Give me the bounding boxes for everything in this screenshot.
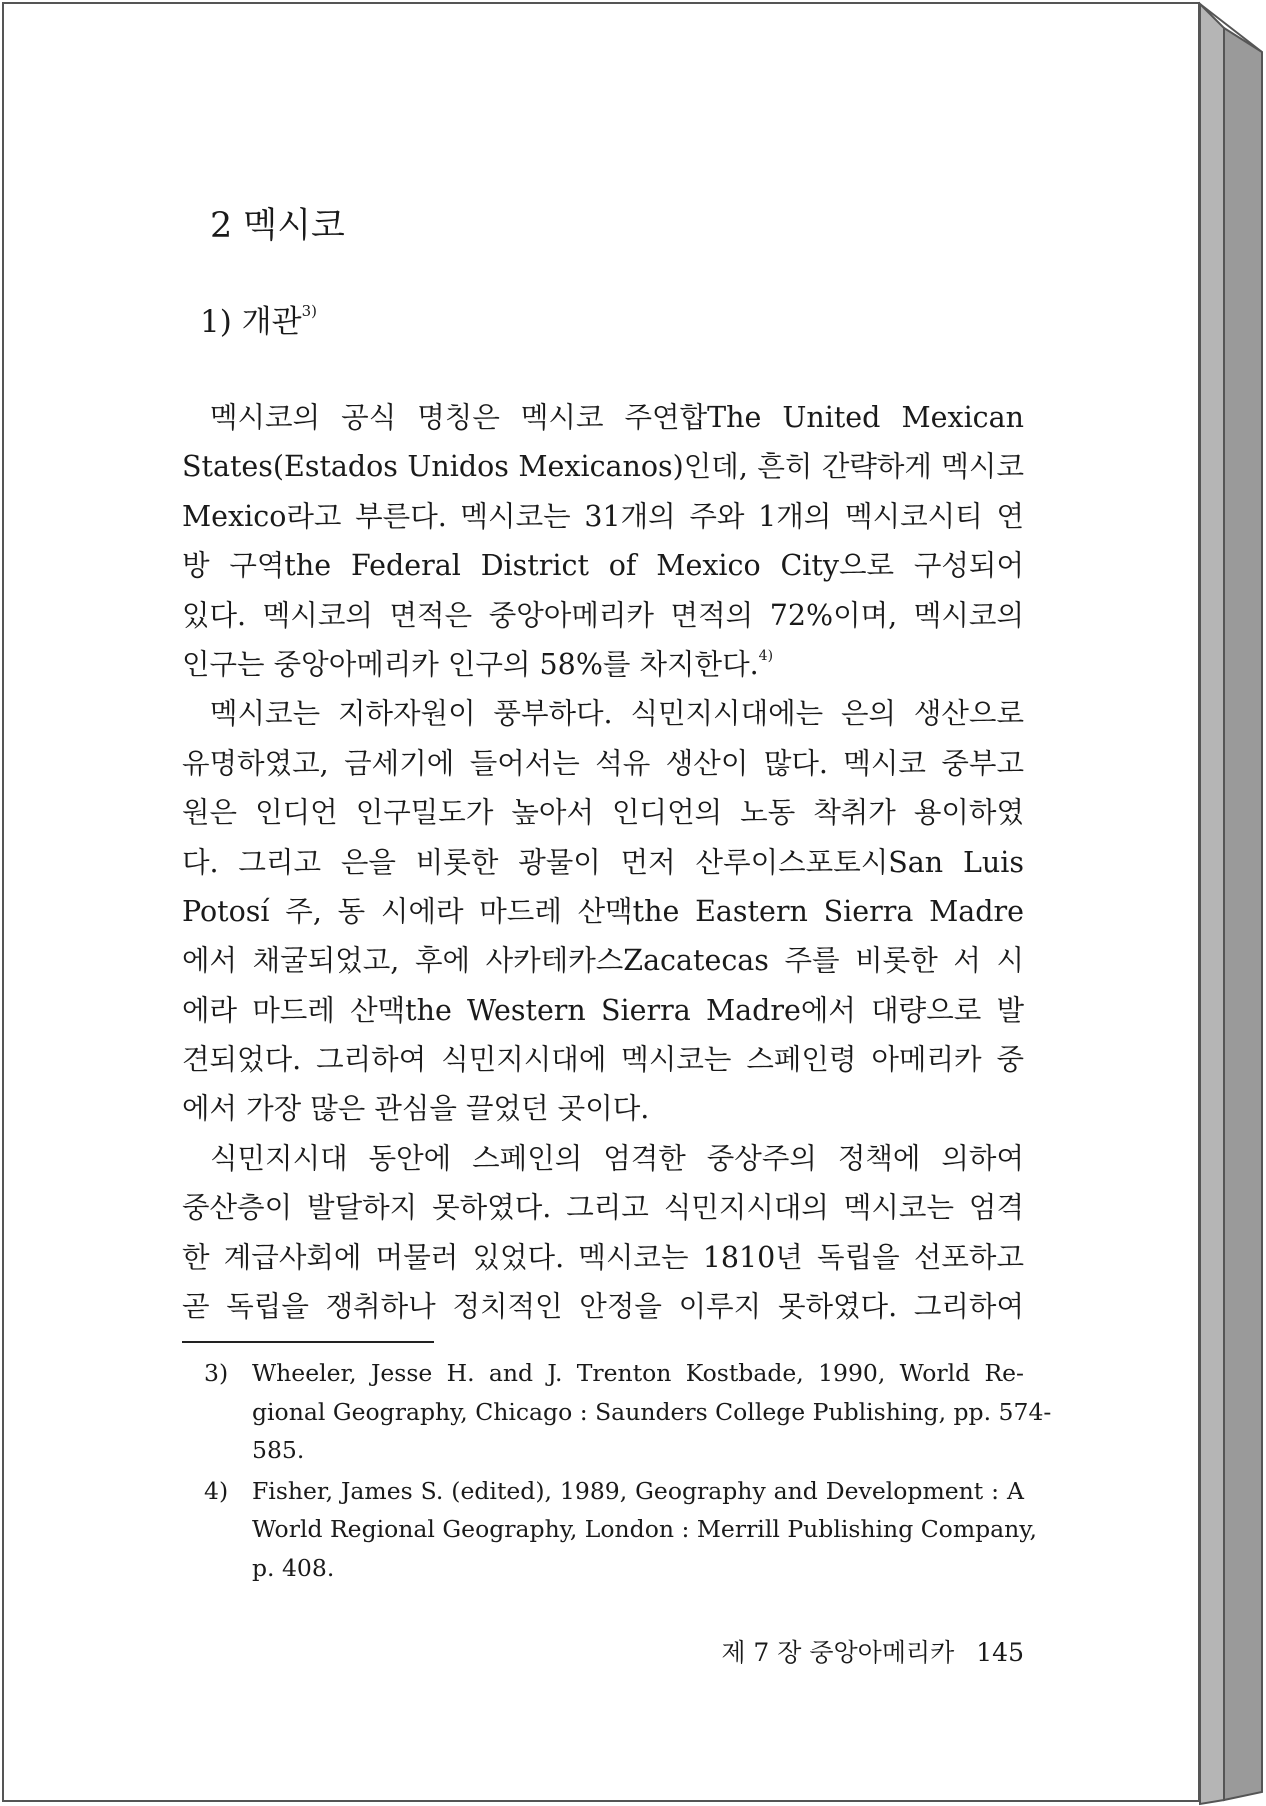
body-line: Mexico라고 부른다. 멕시코는 31개의 주와 1개의 멕시코시티 연	[182, 499, 1024, 533]
footnote-number: 4)	[204, 1476, 229, 1505]
body-line: 한 계급사회에 머물러 있었다. 멕시코는 1810년 독립을 선포하고	[182, 1240, 1024, 1274]
body-line: 곧 독립을 쟁취하나 정치적인 안정을 이루지 못하였다. 그리하여	[182, 1290, 1024, 1324]
footnote-line: 585.	[252, 1436, 305, 1464]
body-line: 에라 마드레 산맥the Western Sierra Madre에서 대량으로 발	[182, 993, 1024, 1027]
body-line: 멕시코는 지하자원이 풍부하다. 식민지시대에는 은의 생산으로	[210, 697, 1024, 731]
body-line: 인구는 중앙아메리카 인구의 58%를 차지한다.$^{4)}$	[182, 647, 774, 681]
body-line: 다. 그리고 은을 비롯한 광물이 먼저 산루이스포토시San Luis	[182, 845, 1024, 879]
body-line: 원은 인디언 인구밀도가 높아서 인디언의 노동 착취가 용이하였	[182, 796, 1024, 830]
body-text	[182, 393, 1024, 1331]
footnote-divider	[182, 1341, 434, 1343]
footnote-3	[204, 1354, 1052, 1470]
body-line: 유명하였고, 금세기에 들어서는 석유 생산이 많다. 멕시코 중부고	[182, 746, 1024, 780]
page-footer	[721, 1633, 1024, 1669]
body-line: 식민지시대 동안에 스페인의 엄격한 중상주의 정책에 의하여	[210, 1141, 1024, 1175]
footnote-line: p. 408.	[252, 1553, 335, 1582]
footnote-ref-4: 4)	[758, 647, 774, 664]
body-line: 방 구역the Federal District of Mexico City으로 구성되어	[182, 549, 1024, 583]
body-line: 에서 채굴되었고, 후에 사카테카스Zacatecas 주를 비롯한 서 시	[182, 944, 1024, 978]
subsection-title: 1) 개관$^{3)}$	[200, 302, 317, 340]
body-line: 에서 가장 많은 관심을 끌었던 곳이다.	[182, 1092, 650, 1126]
section-title: 2 멕시코	[210, 206, 345, 246]
body-line: 견되었다. 그리하여 식민지시대에 멕시코는 스페인령 아메리카 중	[182, 1043, 1024, 1077]
footnote-line: World Regional Geography, London : Merrill Publishing Company,	[252, 1515, 1037, 1543]
footnotes	[204, 1354, 1052, 1589]
footnote-number: 3)	[204, 1359, 229, 1387]
body-line: 멕시코의 공식 명칭은 멕시코 주연합The United Mexican	[210, 401, 1024, 434]
footnote-ref-3: 3)	[301, 302, 317, 320]
footnote-line: Wheeler, Jesse H. and J. Trenton Kostbade, 1990, World Re-	[252, 1359, 1024, 1387]
page-number: 145	[976, 1638, 1024, 1667]
footnote-4	[204, 1472, 1037, 1588]
body-line: 있다. 멕시코의 면적은 중앙아메리카 면적의 72%이며, 멕시코의	[182, 598, 1024, 632]
chapter-label: 제 7 장 중앙아메리카	[721, 1638, 955, 1667]
body-line: Potosí 주, 동 시에라 마드레 산맥the Eastern Sierra Madre	[182, 894, 1024, 928]
footnote-line: gional Geography, Chicago : Saunders College Publishing, pp. 574-	[252, 1397, 1052, 1426]
body-line: 중산층이 발달하지 못하였다. 그리고 식민지시대의 멕시코는 엄격	[182, 1191, 1024, 1225]
footnote-line: Fisher, James S. (edited), 1989, Geography and Development : A	[252, 1476, 1024, 1505]
body-line: States(Estados Unidos Mexicanos)인데, 흔히 간략하게 멕시코	[182, 450, 1024, 484]
